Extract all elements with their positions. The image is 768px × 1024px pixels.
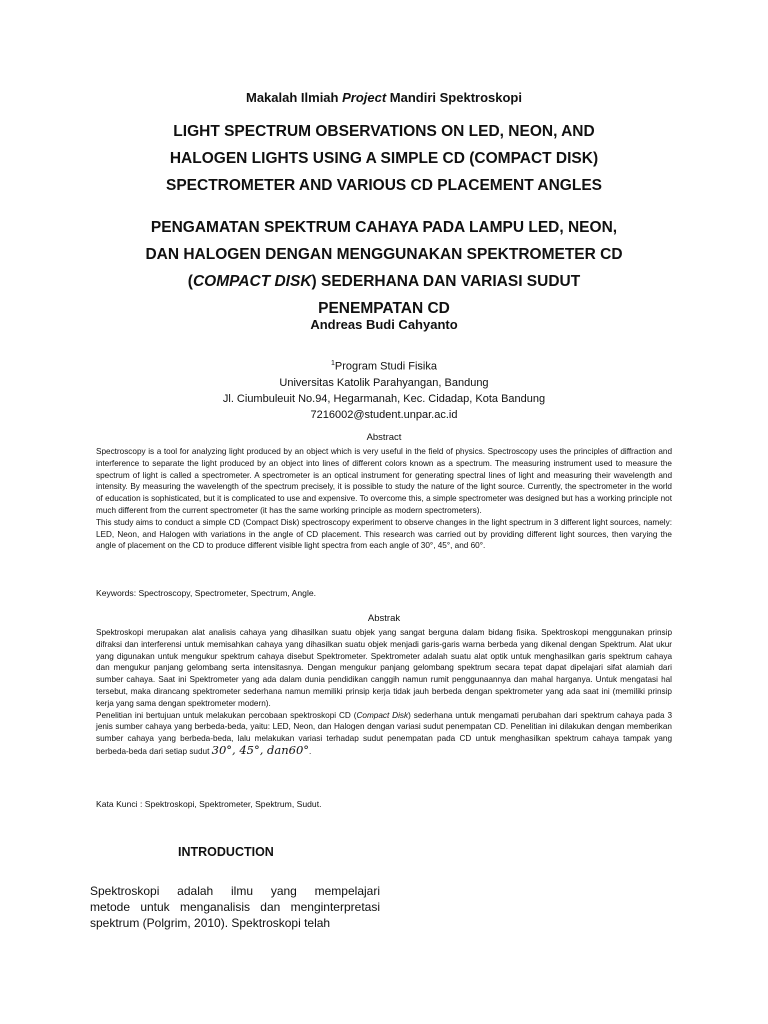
author-name: Andreas Budi Cahyanto bbox=[310, 317, 458, 332]
affiliation-address: Jl. Ciumbuleuit No.94, Hegarmanah, Kec. Cidadap, Kota Bandung bbox=[222, 392, 546, 405]
title-en-line: HALOGEN LIGHTS USING A SIMPLE CD (COMPACT DISK) bbox=[169, 150, 599, 167]
kata-kunci-text: Spektroskopi, Spektrometer, Spektrum, Sudut. bbox=[142, 799, 322, 809]
journal-prefix: Makalah Ilmiah bbox=[246, 90, 343, 105]
affiliation-program-text: Program Studi Fisika bbox=[334, 360, 437, 373]
abstrak-paragraph: Spektroskopi merupakan alat analisis cahaya yang dihasilkan suatu objek yang sangat berguna dalam bidang fisika. Spektroskopi menggunakan prinsip difraksi dan interferensi untuk memisahkan cahaya yang dihasilkan suatu objek menjadi garis-garis warna berbeda yang dikenal dengan Spektrum. Alat ukur yang digunakan untuk mengukur spektrum cahaya disebut Spektrometer. Spektrometer adalah suatu alat optik untuk menghasilkan garis spektrum cahaya dan mengukur panjang gelombang serta intensitasnya. Dengan mengukur panjang gelombang spektrum secara tepat dapat dipelajari sifat alamiah dari sumber cahaya. Saat ini Spektrometer yang ada dalam dunia pendidikan canggih namun rumit penggunaannya dan mahal harganya. Untuk mengatasi hal tersebut, maka dirancang spektrometer sederhana namun memiliki prinsip kerja tidak jauh berbeda dengan spektrometer yang ada saat ini (memiliki prinsip kerja yang sama dengan spektrometer modern). bbox=[96, 628, 672, 708]
title-id-rest: ) SEDERHANA DAN VARIASI SUDUT bbox=[311, 273, 581, 290]
journal-italic: Project bbox=[342, 90, 387, 105]
title-id-line bbox=[110, 268, 658, 295]
affiliation-university: Universitas Katolik Parahyangan, Bandung bbox=[279, 376, 489, 389]
abstrak-paragraph bbox=[96, 710, 672, 758]
title-english bbox=[110, 118, 658, 199]
introduction-line: spektrum (Polgrim, 2010). Spektroskopi telah bbox=[90, 916, 331, 930]
abstrak-p2-start: Penelitian ini bertujuan untuk melakukan percobaan spektroskopi CD ( bbox=[96, 710, 357, 720]
title-id-paren: ( bbox=[187, 273, 193, 290]
abstract-body bbox=[96, 446, 672, 552]
kata-kunci-label: Kata Kunci : bbox=[96, 799, 143, 809]
abstrak-body bbox=[96, 627, 672, 758]
abstrak-p2-rest: ) sederhana untuk mengamati perubahan dari spektrum cahaya pada 3 jenis sumber cahaya yang berbeda-beda, yaitu: LED, Neon, dan Halogen dengan variasi sudut penempatan CD. Penelitian ini dilakukan dengan memberikan sumber cahaya yang berbeda-beda, lalu melakukan variasi terhadap sudut penempatan pada CD untuk menghasilkan spektrum cahaya tampak yang berbeda-beda dari setiap sudut bbox=[96, 710, 672, 756]
abstract-heading: Abstract bbox=[366, 432, 402, 443]
keywords-text: Spectroscopy, Spectrometer, Spectrum, Angle. bbox=[136, 588, 317, 598]
abstrak-end: . bbox=[309, 746, 312, 756]
title-en-line: LIGHT SPECTRUM OBSERVATIONS ON LED, NEON, AND bbox=[173, 123, 595, 140]
affiliation bbox=[0, 356, 768, 423]
title-id-line: PENGAMATAN SPEKTRUM CAHAYA PADA LAMPU LED, NEON, bbox=[150, 219, 618, 236]
introduction-heading: INTRODUCTION bbox=[178, 845, 274, 859]
abstrak-angles: 30°, 45°, dan60° bbox=[211, 742, 310, 757]
introduction-body bbox=[90, 883, 380, 931]
journal-header bbox=[0, 90, 768, 105]
affiliation-program bbox=[0, 356, 768, 375]
title-indonesian bbox=[110, 214, 658, 322]
title-id-line: PENEMPATAN CD bbox=[318, 300, 450, 317]
abstrak-heading: Abstrak bbox=[367, 613, 401, 624]
keywords-label: Keywords: bbox=[96, 588, 137, 598]
affiliation-sup: 1 bbox=[331, 360, 335, 367]
title-id-italic: COMPACT DISK bbox=[192, 273, 312, 290]
abstrak-p2-italic: Compact Disk bbox=[356, 710, 409, 720]
title-en-line: SPECTROMETER AND VARIOUS CD PLACEMENT ANGLES bbox=[165, 177, 603, 194]
abstract-paragraph: This study aims to conduct a simple CD (Compact Disk) spectroscopy experiment to observe changes in the light spectrum in 3 different light sources, namely: LED, Neon, and Halogen with variations in the angle of CD placement. This research was carried out by providing different light sources, then varying the angle of placement on the CD to produce different visible light spectra from each angle of 30°, 45°, and 60°. bbox=[96, 517, 672, 551]
kata-kunci bbox=[96, 799, 672, 809]
abstract-paragraph: Spectroscopy is a tool for analyzing light produced by an object which is very useful in the field of physics. Spectroscopy uses the principles of diffraction and interference to separate the light produced by an object into lines of different colors known as a spectrum. The measuring instrument used to measure the spectrum of light is called a spectrometer. A spectrometer is an optical instrument for generating spectral lines of light and measuring their wavelength and intensity. By measuring the wavelength of the spectrum precisely, it is possible to study the nature of the light source. Currently, the spectrometer in the world of education is sophisticated, but it is complicated to use and expensive. To overcome this, a simple spectrometer was designed but has a working principle not much different from the current spectrometer (it has the same working principle as modern spectrometers). bbox=[96, 447, 672, 515]
title-id-line: DAN HALOGEN DENGAN MENGGUNAKAN SPEKTROMETER CD bbox=[145, 246, 623, 263]
affiliation-email: 7216002@student.unpar.ac.id bbox=[310, 408, 458, 421]
journal-suffix: Mandiri Spektroskopi bbox=[386, 90, 522, 105]
introduction-line: Spektroskopi adalah ilmu yang mempelajari bbox=[90, 884, 380, 898]
introduction-line: metode untuk menganalisis dan menginterpretasi bbox=[90, 900, 380, 914]
keywords bbox=[96, 588, 672, 598]
